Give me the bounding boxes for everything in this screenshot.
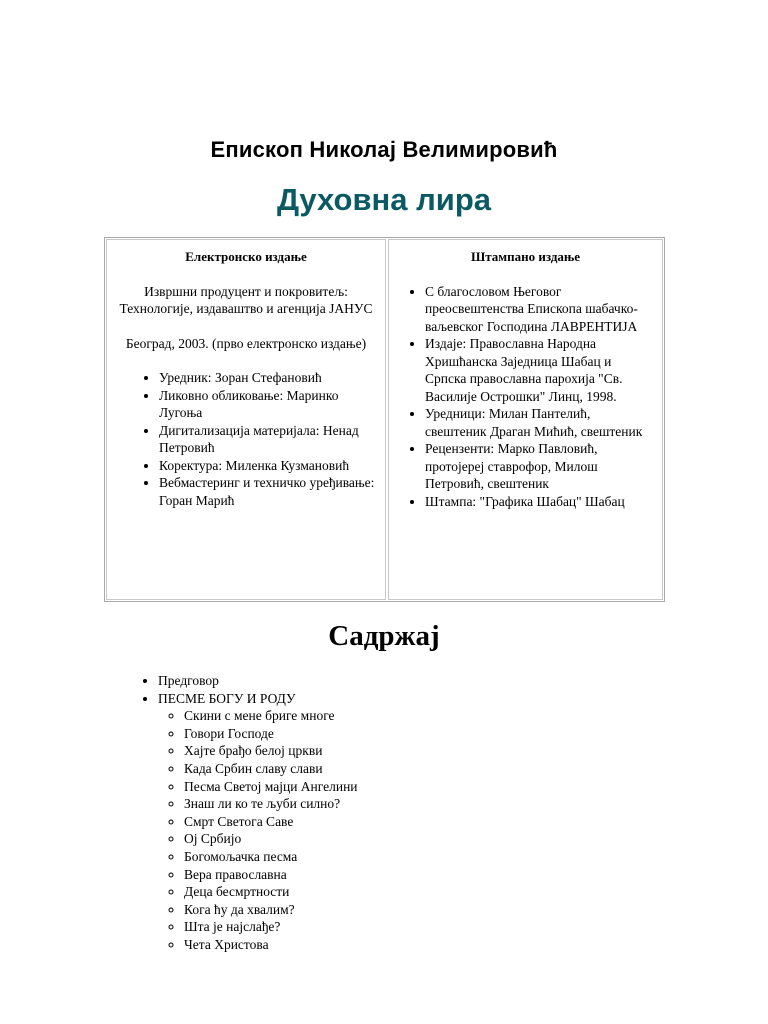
producer-text: Извршни продуцент и покровитељ: Технологије, издаваштво и агенција ЈАНУС — [119, 283, 373, 316]
table-of-contents — [134, 672, 358, 954]
toc-subitem[interactable]: ◦ Смрт Светога Саве — [184, 813, 358, 831]
toc-subitem[interactable]: ◦ Кога ћу да хвалим? — [184, 901, 358, 919]
printed-edition-cell — [388, 239, 663, 600]
toc-subitem[interactable]: ◦ Деца бесмртности — [184, 883, 358, 901]
credit-item: • Коректура: Миленка Кузмановић — [159, 457, 375, 475]
toc-sublist — [158, 707, 358, 953]
toc-section-label[interactable]: ПЕСМЕ БОГУ И РОДУ — [158, 690, 296, 706]
electronic-credits-list — [117, 369, 375, 509]
publication-text: Београд, 2003. (прво електронско издање) — [125, 335, 367, 351]
credit-item: • Уредник: Зоран Стефановић — [159, 369, 375, 387]
printed-info-item: • Издаје: Православна Народна Хришћанска Заједница Шабац и Српска православна парохија "Св. Василије Острошки" Линц, 1998. — [425, 335, 652, 405]
printed-info-list — [399, 283, 652, 511]
toc-subitem[interactable]: ◦ Ој Србијо — [184, 830, 358, 848]
printed-info-item: • Штампа: "Графика Шабац" Шабац — [425, 493, 652, 511]
toc-item-preface[interactable] — [158, 672, 358, 690]
toc-subitem[interactable]: ◦ Када Србин славу слави — [184, 760, 358, 778]
electronic-edition-cell — [106, 239, 386, 600]
toc-subitem[interactable]: ◦ Хајте брађо белој цркви — [184, 742, 358, 760]
publication-info-table — [104, 237, 665, 602]
book-title: Духовна лира — [276, 182, 492, 217]
credit-item: • Дигитализација материјала: Ненад Петровић — [159, 422, 375, 457]
toc-subitem[interactable]: ◦ Чета Христова — [184, 936, 358, 954]
toc-item-label[interactable]: Предговор — [158, 673, 219, 688]
printed-info-item: • С благословом Његовог преосвештенства Епископа шабачко-ваљевског Господина ЛАВРЕНТИЈА — [425, 283, 652, 336]
toc-subitem[interactable]: ◦ Вера православна — [184, 866, 358, 884]
toc-subitem[interactable]: ◦ Песма Светој мајци Ангелини — [184, 778, 358, 796]
toc-subitem[interactable]: ◦ Богомољачка песма — [184, 848, 358, 866]
toc-item-section[interactable] — [158, 690, 358, 954]
printed-edition-heading: Штампано издање — [470, 249, 581, 264]
toc-subitem[interactable]: ◦ Знаш ли ко те љуби силно? — [184, 795, 358, 813]
printed-info-item: • Рецензенти: Марко Павловић, протојереј ставрофор, Милош Петровић, свештеник — [425, 440, 652, 493]
toc-subitem[interactable]: ◦ Скини с мене бриге многе — [184, 707, 358, 725]
toc-subitem[interactable]: ◦ Шта је најслађе? — [184, 918, 358, 936]
toc-subitem[interactable]: ◦ Говори Господе — [184, 725, 358, 743]
toc-title: Садржај — [328, 620, 440, 652]
credit-item: • Ликовно обликовање: Маринко Лугоња — [159, 387, 375, 422]
author-name: Епископ Николај Велимировић — [210, 137, 558, 162]
printed-info-item: • Уредници: Милан Пантелић, свештеник Драган Мићић, свештеник — [425, 405, 652, 440]
credit-item: • Вебмастеринг и техничко уређивање: Горан Марић — [159, 474, 375, 509]
electronic-edition-heading: Електронско издање — [185, 249, 307, 264]
